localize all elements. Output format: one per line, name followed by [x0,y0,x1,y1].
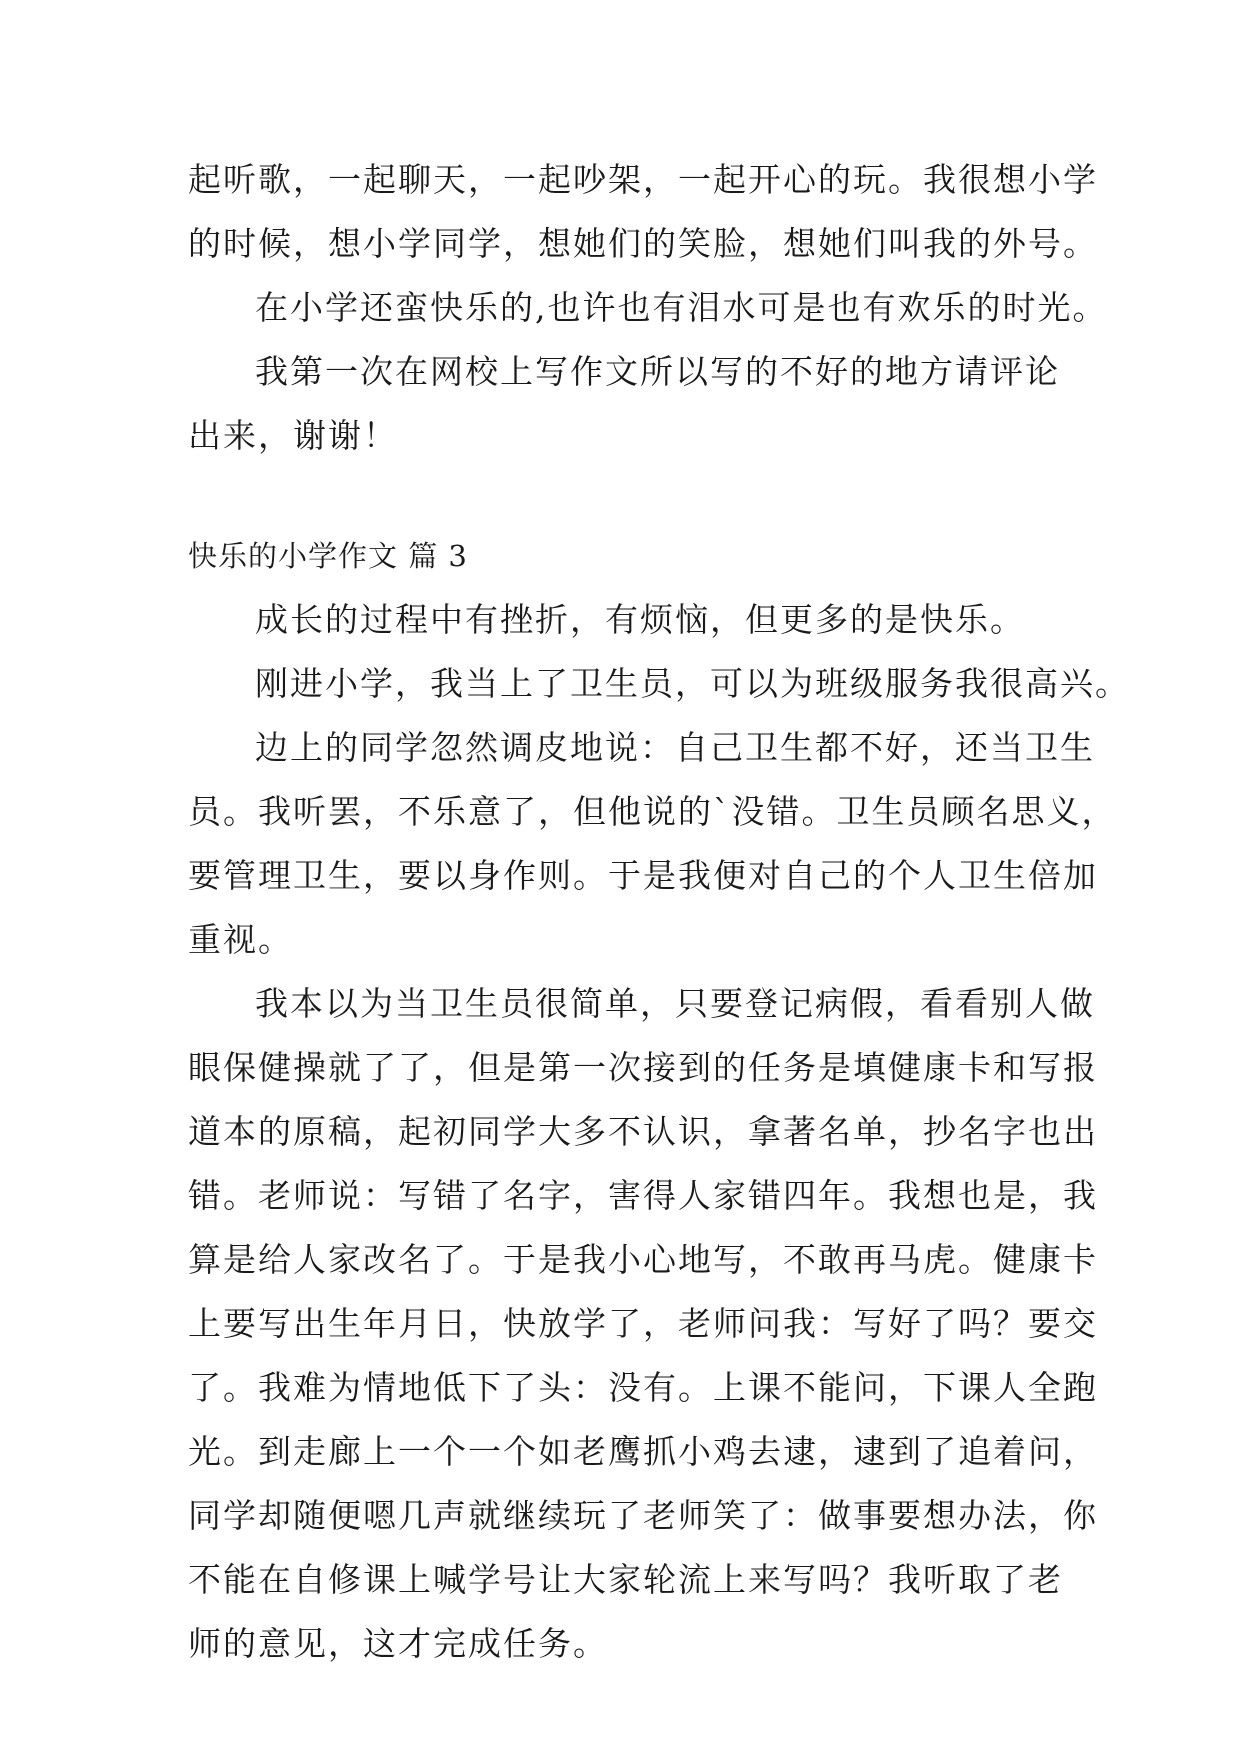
paragraph-line: 算是给人家改名了。于是我小心地写，不敢再马虎。健康卡 [188,1240,1098,1279]
paragraph-line: 光。到走廊上一个一个如老鹰抓小鸡去逮，逮到了追着问， [188,1432,1098,1471]
paragraph-line: 在小学还蛮快乐的,也许也有泪水可是也有欢乐的时光。 [255,288,1108,327]
paragraph-line: 成长的过程中有挫折，有烦恼，但更多的是快乐。 [255,600,1025,639]
paragraph-line: 出来，谢谢！ [188,416,398,455]
paragraph-line: 上要写出生年月日，快放学了，老师问我：写好了吗？要交 [188,1304,1098,1343]
paragraph-line: 员。我听罢，不乐意了，但他说的`没错。卫生员顾名思义， [188,792,1117,831]
section-spacer [188,480,1068,536]
paragraph-line: 我第一次在网校上写作文所以写的不好的地方请评论 [255,352,1060,391]
paragraph-line: 的时候，想小学同学，想她们的笑脸，想她们叫我的外号。 [188,224,1098,263]
paragraph-line: 眼保健操就了了，但是第一次接到的任务是填健康卡和写报 [188,1048,1098,1087]
paragraph-line: 了。我难为情地低下了头：没有。上课不能问，下课人全跑 [188,1368,1098,1407]
section-heading: 快乐的小学作文 篇 3 [188,539,468,573]
paragraph-line: 我本以为当卫生员很简单，只要登记病假，看看别人做 [255,984,1095,1023]
paragraph-line: 边上的同学忽然调皮地说：自己卫生都不好，还当卫生 [255,728,1095,767]
paragraph-line: 要管理卫生，要以身作则。于是我便对自己的个人卫生倍加 [188,856,1098,895]
paragraph-line: 重视。 [188,920,293,959]
paragraph-line: 起听歌，一起聊天，一起吵架，一起开心的玩。我很想小学 [188,160,1098,199]
paragraph-line: 不能在自修课上喊学号让大家轮流上来写吗？我听取了老 [188,1560,1063,1599]
paragraph-line: 刚进小学，我当上了卫生员，可以为班级服务我很高兴。 [255,664,1130,703]
paragraph-line: 错。老师说：写错了名字，害得人家错四年。我想也是，我 [188,1176,1098,1215]
paragraph-line: 同学却随便嗯几声就继续玩了老师笑了：做事要想办法，你 [188,1496,1098,1535]
paragraph-line: 师的意见，这才完成任务。 [188,1624,608,1663]
paragraph-line: 道本的原稿，起初同学大多不认识，拿著名单，抄名字也出 [188,1112,1098,1151]
document-body [188,160,1130,1688]
